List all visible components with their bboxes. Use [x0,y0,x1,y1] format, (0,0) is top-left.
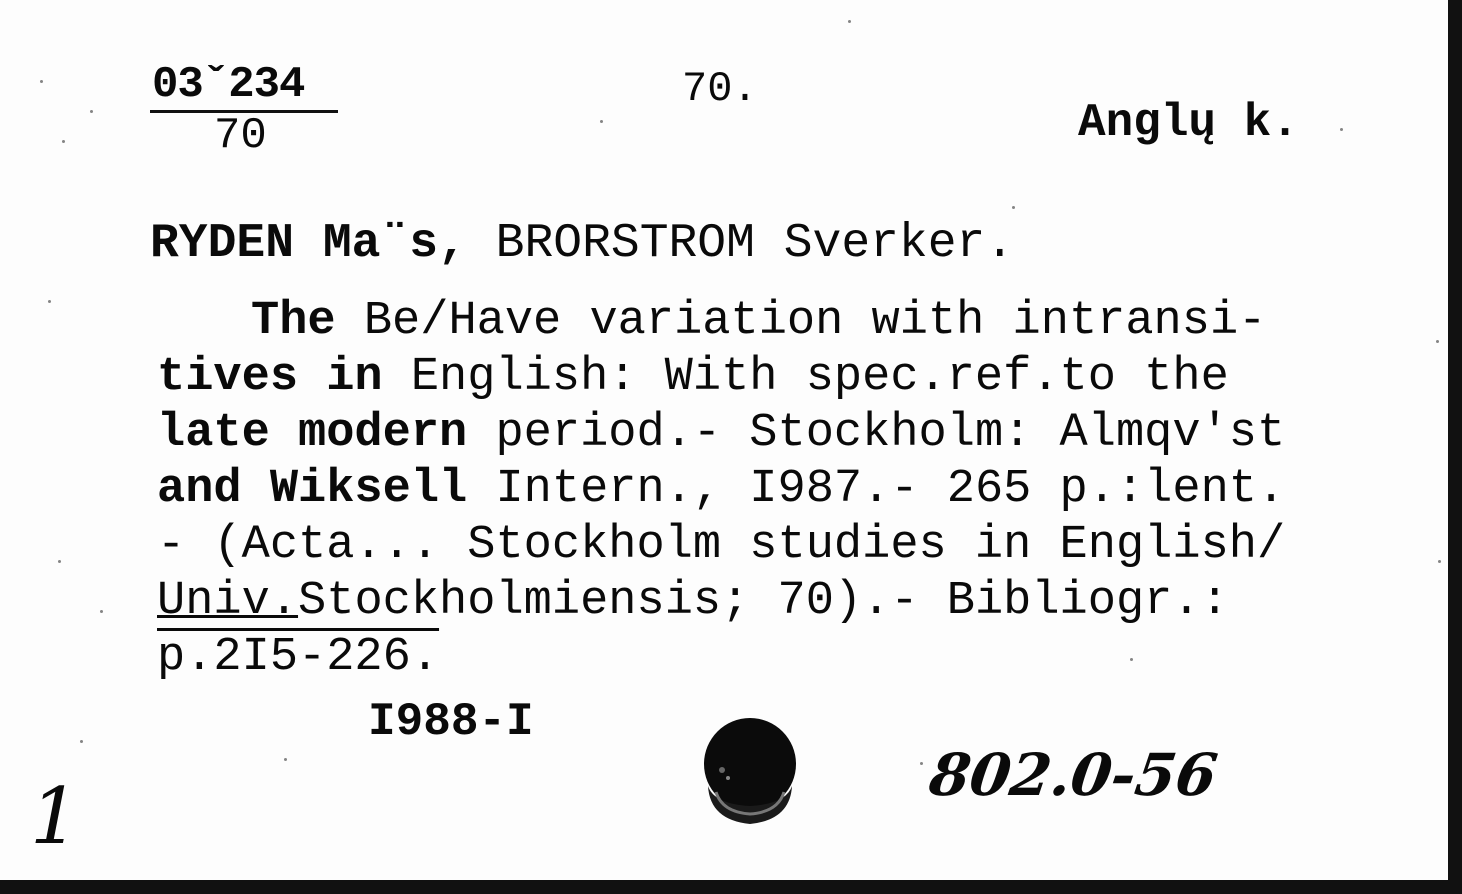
description-line [157,406,1417,462]
scan-speck [848,20,851,23]
scan-speck [62,140,65,143]
year-code: I988-I [368,696,534,748]
description-line [157,350,1417,406]
shelf-code: 802.0-56 [925,741,1222,809]
scan-speck [90,110,93,113]
call-number-bottom: 70 [214,111,267,161]
scan-speck [1340,128,1343,131]
scan-speck [1012,206,1015,209]
scan-speck [920,762,923,765]
scan-speck [284,758,287,761]
language-label: Anglų k. [1078,97,1299,149]
author-secondary: BRORSTROM Sverker. [466,217,1015,271]
header-number: 70. [682,65,758,113]
bibliographic-description [157,294,1417,686]
description-bold-run: tives in [157,351,383,404]
description-line: p.2I5-226. [157,631,440,684]
description-bold-run: and Wiksell [157,463,468,516]
punch-hole-icon [702,716,798,828]
description-run: Be/Have variation with intransi- [363,295,1267,348]
description-run: period.- Stockholm: Almqv'st [467,407,1286,460]
scan-speck [58,560,61,563]
scan-speck [600,120,603,123]
scan-speck [100,610,103,613]
description-line [157,574,1417,630]
author-primary: RYDEN Ma¨s, [150,217,467,271]
description-run: Stockholmiensis; 70).- Bibliogr.: [298,575,1229,628]
description-bold-run: The [251,295,364,348]
copy-number: 1 [30,772,80,862]
description-line: - (Acta... Stockholm studies in English/ [157,519,1286,572]
description-run: Intern., I987.- 265 p.:lent. [467,463,1286,516]
description-line [157,462,1417,518]
description-run: English: With spec.ref.to the [382,351,1229,404]
description-bold-run: late modern [157,407,468,460]
scan-speck [1436,340,1439,343]
scan-speck [48,300,51,303]
description-line [157,294,1417,350]
scan-speck [1438,560,1441,563]
scan-speck [80,740,83,743]
call-number [150,60,350,159]
call-number-top: 03ˇ234 [150,60,338,113]
scan-speck [40,80,43,83]
authors-line [150,216,1014,272]
description-underlined-run: Univ. [157,575,299,628]
